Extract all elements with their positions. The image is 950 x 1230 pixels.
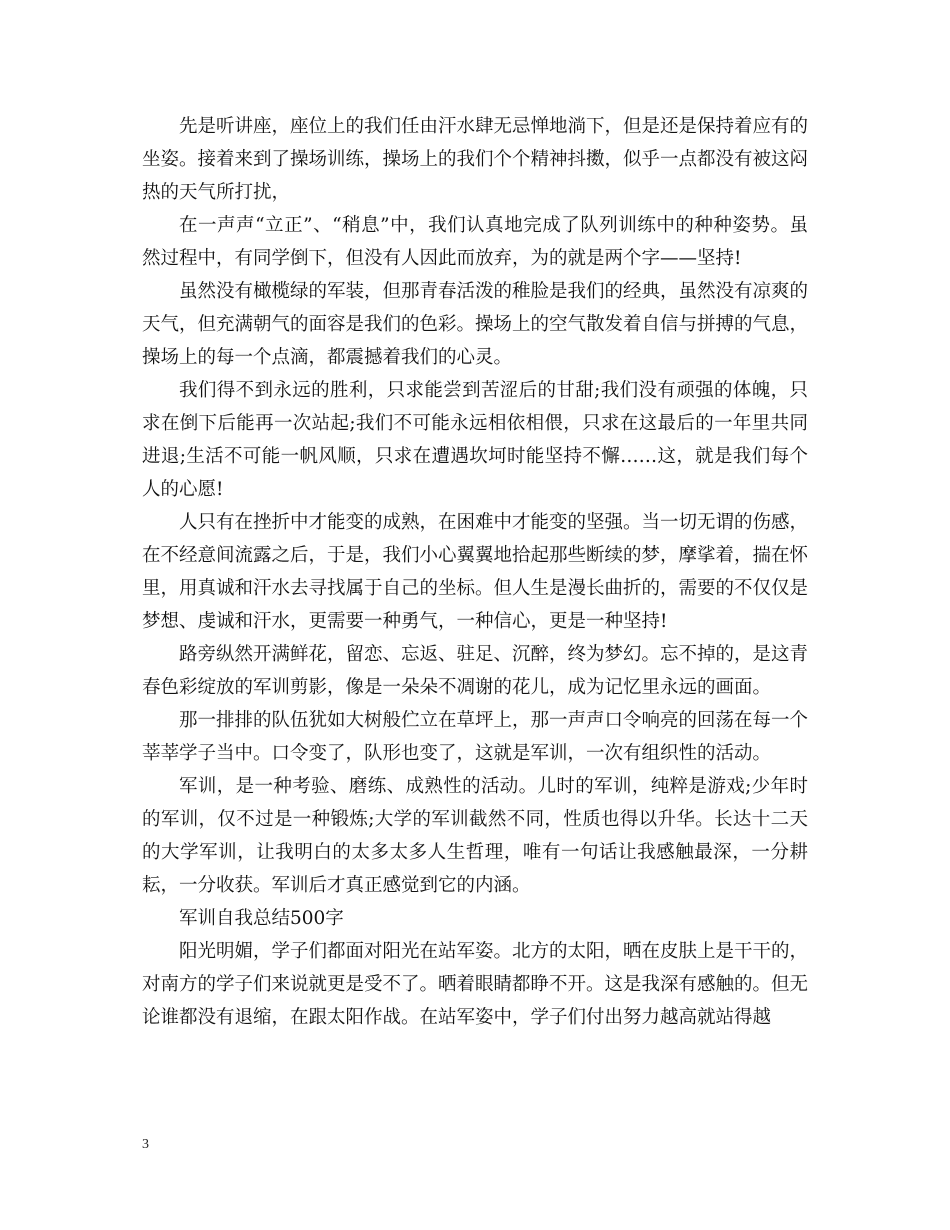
paragraph-7: 那一排排的队伍犹如大树般伫立在草坪上，那一声声口令响亮的回荡在每一个莘莘学子当中。口令变了，队形也变了，这就是军训，一次有组织性的活动。: [142, 710, 809, 764]
paragraph-9: 阳光明媚，学子们都面对阳光在站军姿。北方的太阳，晒在皮肤上是干干的，对南方的学子们来说就更是受不了。晒着眼睛都睁不开。这是我深有感触的。但无论谁都没有退缩，在跟太阳作战。在站军姿中，学子们付出努力越高就站得越: [142, 941, 809, 1028]
document-body: [142, 110, 808, 1034]
paragraph-1: 先是听讲座，座位上的我们任由汗水肆无忌惮地淌下，但是还是保持着应有的坐姿。接着来到了操场训练，操场上的我们个个精神抖擞，似乎一点都没有被这闷热的天气所打扰，: [142, 116, 809, 203]
paragraph-2: 在一声声“立正”、“稍息”中，我们认真地完成了队列训练中的种种姿势。虽然过程中，有同学倒下，但没有人因此而放弃，为的就是两个字——坚持!: [142, 215, 808, 269]
paragraph-3: 虽然没有橄榄绿的军装，但那青春活泼的稚脸是我们的经典，虽然没有凉爽的天气，但充满朝气的面容是我们的色彩。操场上的空气散发着自信与拼搏的气息，操场上的每一个点滴，都震撼着我们的心灵。: [142, 281, 809, 368]
paragraph-8: 军训，是一种考验、磨练、成熟性的活动。儿时的军训，纯粹是游戏;少年时的军训，仅不过是一种锻炼;大学的军训截然不同，性质也得以升华。长达十二天的大学军训，让我明白的太多太多人生哲理，唯有一句话让我感触最深，一分耕耘，一分收获。军训后才真正感觉到它的内涵。: [142, 776, 808, 896]
paragraph-5: 人只有在挫折中才能变的成熟，在困难中才能变的坚强。当一切无谓的伤感，在不经意间流露之后，于是，我们小心翼翼地拾起那些断续的梦，摩挲着，揣在怀里，用真诚和汗水去寻找属于自己的坐标。但人生是漫长曲折的，需要的不仅仅是梦想、虔诚和汗水，更需要一种勇气，一种信心，更是一种坚持!: [142, 512, 809, 632]
paragraph-6: 路旁纵然开满鲜花，留恋、忘返、驻足、沉醉，终为梦幻。忘不掉的，是这青春色彩绽放的军训剪影，像是一朵朵不凋谢的花儿，成为记忆里永远的画面。: [142, 644, 809, 698]
page-number: 3: [142, 1137, 149, 1152]
paragraph-4: 我们得不到永远的胜利，只求能尝到苦涩后的甘甜;我们没有顽强的体魄，只求在倒下后能再一次站起;我们不可能永远相依相偎，只求在这最后的一年里共同进退;生活不可能一帆风顺，只求在遭遇坎坷时能坚持不懈……这，就是我们每个人的心愿!: [142, 380, 808, 500]
section-heading: 军训自我总结500字: [179, 908, 344, 929]
